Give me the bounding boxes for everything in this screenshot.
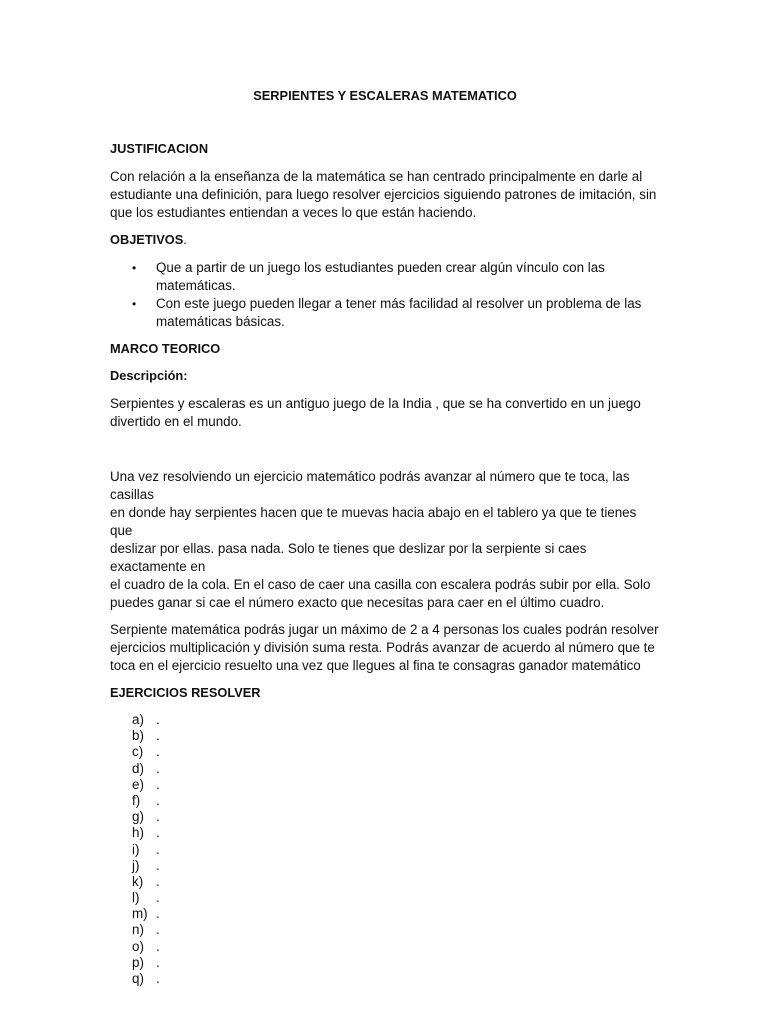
list-item — [110, 712, 660, 728]
descripcion-heading: Descripción: — [110, 368, 188, 383]
list-item-value: . — [156, 809, 160, 825]
list-item — [110, 971, 660, 987]
descripcion-paragraph-1 — [110, 395, 660, 431]
list-item — [110, 922, 660, 938]
list-item-value: . — [156, 712, 160, 727]
list-item-label: d) — [132, 760, 144, 776]
list-item — [110, 728, 660, 744]
list-item — [110, 825, 660, 841]
list-item-value: . — [156, 873, 160, 889]
list-item-label: n) — [132, 922, 144, 938]
ejercicios-heading: EJERCICIOS RESOLVER — [110, 685, 261, 700]
list-item — [110, 744, 660, 760]
paragraph-line: toca en el ejercicio resuelto una vez que llegues al fina te consagras ganador matemático — [110, 658, 641, 673]
list-item — [110, 793, 660, 809]
paragraph-line: Serpientes y escaleras es un antiguo juego de la India , que se ha convertido en un juego — [110, 396, 641, 411]
descripcion-paragraph-3 — [110, 621, 660, 675]
list-item-value: . — [156, 728, 160, 744]
list-item-label: h) — [132, 825, 144, 841]
list-item-line: matemáticas básicas. — [156, 314, 285, 329]
list-item — [110, 777, 660, 793]
list-item — [110, 874, 660, 890]
objetivos-heading-text: OBJETIVOS — [110, 232, 184, 247]
list-item — [110, 761, 660, 777]
list-item-value: . — [156, 922, 160, 938]
marco-teorico-heading: MARCO TEORICO — [110, 341, 221, 356]
list-item-label: g) — [132, 809, 144, 825]
list-item — [110, 842, 660, 858]
list-item-label: o) — [132, 938, 144, 954]
list-item-label: i) — [132, 841, 140, 857]
justificacion-paragraph — [110, 168, 660, 222]
list-item-line: matemáticas. — [156, 278, 236, 293]
document-title: SERPIENTES Y ESCALERAS MATEMATICO — [253, 88, 517, 103]
list-item — [110, 809, 660, 825]
list-item — [110, 939, 660, 955]
list-item-label: q) — [132, 971, 144, 986]
paragraph-line: deslizar por ellas. pasa nada. Solo te tienes que deslizar por la serpiente si caes exactamente en — [110, 541, 587, 574]
list-item-line: Que a partir de un juego los estudiantes pueden crear algún vínculo con las — [156, 260, 605, 275]
list-item-value: . — [156, 954, 160, 970]
list-item — [110, 906, 660, 922]
list-item-label: c) — [132, 744, 144, 760]
list-item-value: . — [156, 825, 160, 841]
paragraph-line: puedes ganar si cae el número exacto que necesitas para caer en el último cuadro. — [110, 595, 605, 610]
list-item-label: m) — [132, 906, 148, 922]
justificacion-line: estudiante una definición, para luego resolver ejercicios siguiendo patrones de imitación, sin — [110, 187, 657, 202]
list-item-value: . — [156, 841, 160, 857]
list-item-value: . — [156, 760, 160, 776]
list-item-value: . — [156, 792, 160, 808]
list-item-value: . — [156, 971, 160, 986]
list-item-label: j) — [132, 857, 140, 873]
bullet-icon: • — [132, 297, 137, 311]
list-item — [110, 259, 660, 295]
list-item-label: l) — [132, 890, 140, 906]
justificacion-line: que los estudiantes entiendan a veces lo que están haciendo. — [110, 205, 477, 220]
list-item-label: a) — [132, 712, 144, 727]
paragraph-line: en donde hay serpientes hacen que te muevas hacia abajo en el tablero ya que te tienes que — [110, 505, 637, 538]
paragraph-line: el cuadro de la cola. En el caso de caer una casilla con escalera podrás subir por ella. Solo — [110, 577, 651, 592]
list-item-line: Con este juego pueden llegar a tener más facilidad al resolver un problema de las — [156, 296, 642, 311]
list-item — [110, 858, 660, 874]
list-item-value: . — [156, 906, 160, 922]
ejercicios-list — [110, 712, 660, 987]
objetivos-heading — [110, 232, 660, 248]
list-item-label: e) — [132, 776, 144, 792]
paragraph-line: Serpiente matemática podrás jugar un máximo de 2 a 4 personas los cuales podrán resolver — [110, 622, 659, 637]
list-item — [110, 890, 660, 906]
list-item-value: . — [156, 857, 160, 873]
list-item-label: k) — [132, 873, 144, 889]
document-body — [110, 88, 660, 987]
descripcion-paragraph-2 — [110, 468, 660, 612]
justificacion-line: Con relación a la enseñanza de la matemática se han centrado principalmente en darle al — [110, 169, 643, 184]
list-item-label: f) — [132, 792, 141, 808]
list-item-value: . — [156, 890, 160, 906]
justificacion-heading: JUSTIFICACION — [110, 141, 209, 156]
paragraph-line: ejercicios multiplicación y división suma resta. Podrás avanzar de acuerdo al número que te — [110, 640, 655, 655]
list-item — [110, 955, 660, 971]
list-item — [110, 295, 660, 331]
list-item-value: . — [156, 938, 160, 954]
bullet-icon: • — [132, 261, 137, 275]
paragraph-line: divertido en el mundo. — [110, 414, 242, 429]
list-item-label: b) — [132, 728, 144, 744]
list-item-value: . — [156, 776, 160, 792]
objetivos-list — [110, 259, 660, 331]
paragraph-line: Una vez resolviendo un ejercicio matemático podrás avanzar al número que te toca, las casillas — [110, 469, 630, 502]
list-item-label: p) — [132, 954, 144, 970]
objetivos-heading-suffix: . — [183, 232, 187, 247]
list-item-value: . — [156, 744, 160, 760]
